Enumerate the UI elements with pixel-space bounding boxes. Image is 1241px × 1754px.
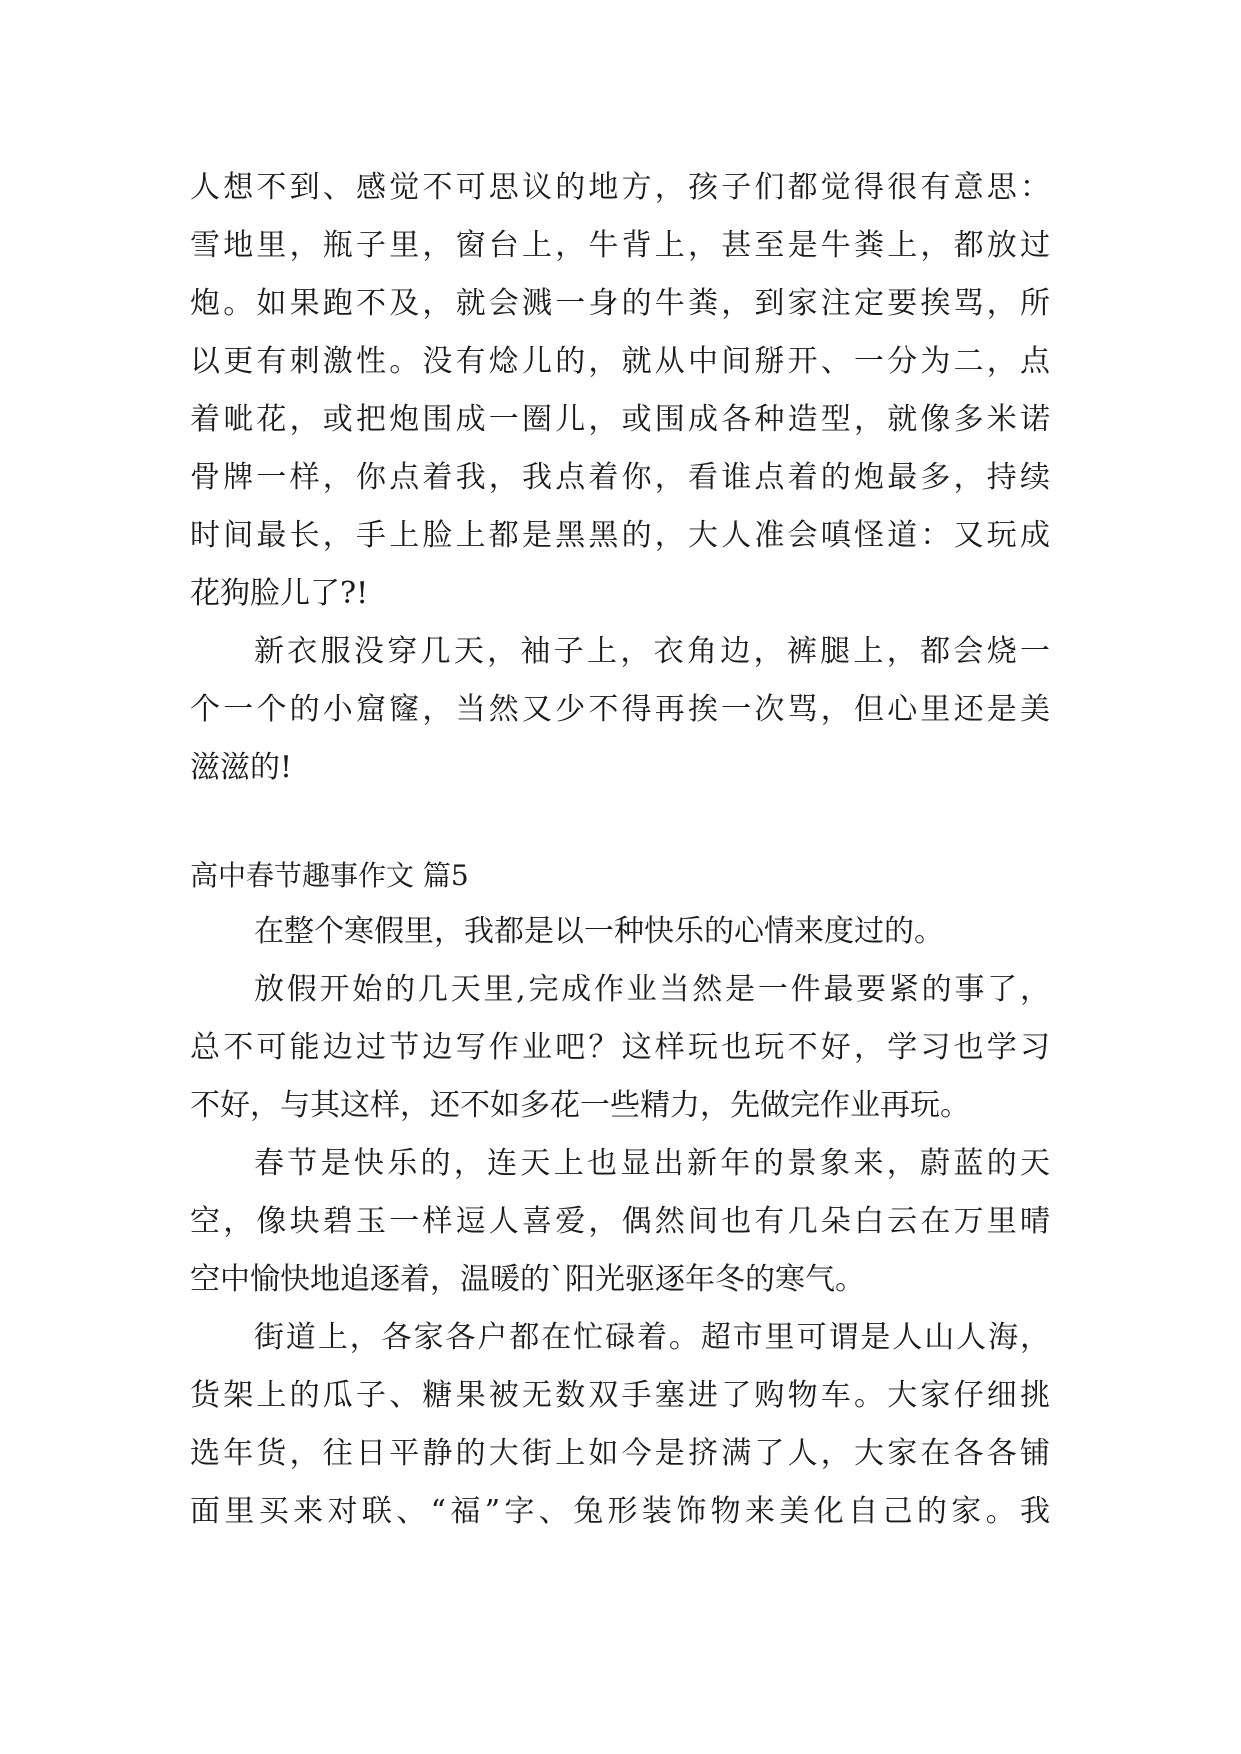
text-line: 街道上，各家各户都在忙碌着。超市里可谓是人山人海， [254, 1320, 1050, 1355]
text-line: 新衣服没穿几天，袖子上，衣角边，裤腿上，都会烧一 [254, 634, 1050, 669]
text-line: 面里买来对联、“福”字、兔形装饰物来美化自己的家。我 [190, 1494, 1050, 1529]
text-line: 滋滋的! [190, 750, 293, 785]
text-line: 空中愉快地追逐着，温暖的`阳光驱逐年冬的寒气。 [190, 1262, 865, 1297]
text-line: 雪地里，瓶子里，窗台上，牛背上，甚至是牛粪上，都放过 [190, 228, 1050, 263]
text-line: 着呲花，或把炮围成一圈儿，或围成各种造型，就像多米诺 [190, 402, 1050, 437]
text-line: 骨牌一样，你点着我，我点着你，看谁点着的炮最多，持续 [190, 460, 1050, 495]
text-line: 在整个寒假里，我都是以一种快乐的心情来度过的。 [254, 914, 944, 949]
text-line: 选年货，往日平静的大街上如今是挤满了人，大家在各各铺 [190, 1436, 1050, 1471]
text-line: 春节是快乐的，连天上也显出新年的景象来，蔚蓝的天 [254, 1146, 1050, 1181]
text-line: 空，像块碧玉一样逗人喜爱，偶然间也有几朵白云在万里晴 [190, 1204, 1050, 1239]
text-line: 人想不到、感觉不可思议的地方，孩子们都觉得很有意思： [190, 170, 1050, 205]
section-heading: 高中春节趣事作文 篇5 [190, 859, 469, 892]
text-line: 时间最长，手上脸上都是黑黑的，大人准会嗔怪道：又玩成 [190, 518, 1050, 553]
text-line: 货架上的瓜子、糖果被无数双手塞进了购物车。大家仔细挑 [190, 1378, 1050, 1413]
text-line: 不好，与其这样，还不如多花一些精力，先做完作业再玩。 [190, 1088, 970, 1123]
text-line: 个一个的小窟窿，当然又少不得再挨一次骂，但心里还是美 [190, 692, 1050, 727]
text-line: 以更有刺激性。没有焾儿的，就从中间掰开、一分为二，点 [190, 344, 1050, 379]
text-line: 花狗脸儿了?! [190, 576, 369, 611]
text-line: 总不可能边过节边写作业吧？这样玩也玩不好，学习也学习 [190, 1030, 1050, 1065]
text-line: 炮。如果跑不及，就会溅一身的牛粪，到家注定要挨骂，所 [190, 286, 1050, 321]
text-line: 放假开始的几天里,完成作业当然是一件最要紧的事了， [254, 972, 1050, 1007]
